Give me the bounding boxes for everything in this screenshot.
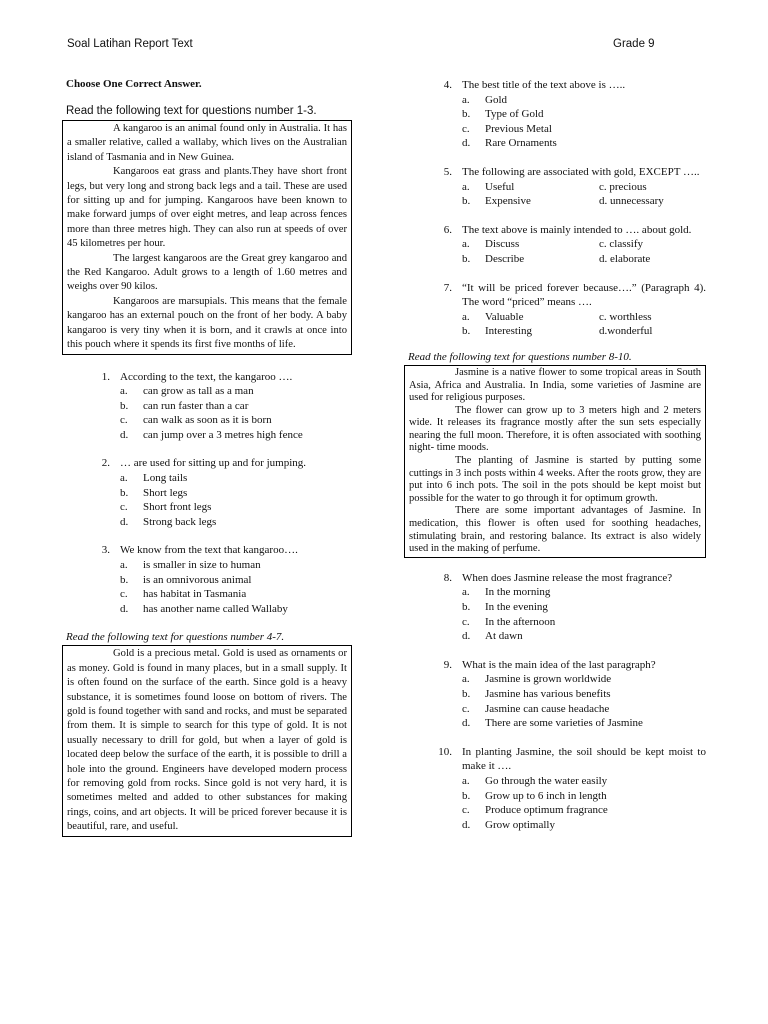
option-letter: d.	[462, 137, 471, 150]
option-letter: b.	[462, 789, 471, 802]
options-list	[120, 471, 352, 529]
option-letter: d.	[120, 428, 129, 441]
option-item[interactable]	[462, 136, 706, 151]
header-title: Soal Latihan Report Text	[67, 38, 193, 50]
option-letter: a.	[120, 559, 128, 572]
option-text: can jump over a 3 metres high fence	[143, 428, 303, 441]
option-letter: a.	[462, 673, 470, 686]
option-text: In the morning	[485, 586, 551, 599]
option-letter: a.	[120, 472, 128, 485]
option-item[interactable]	[462, 818, 706, 833]
option-item[interactable]	[599, 324, 706, 339]
option-text: Long tails	[143, 472, 188, 485]
option-item[interactable]	[599, 194, 706, 209]
question-list-3	[404, 571, 706, 833]
options-list	[120, 558, 352, 616]
option-letter: b.	[462, 601, 471, 613]
option-text: Useful	[485, 180, 515, 193]
question-text: We know from the text that kangaroo….	[120, 544, 298, 557]
option-letter: a.	[462, 774, 470, 787]
question-number: 9.	[443, 658, 452, 671]
option-item[interactable]	[462, 789, 706, 804]
option-text: Go through the water easily	[485, 774, 608, 787]
option-text: Short legs	[143, 486, 188, 499]
question-text: The following are associated with gold, EXCEPT …..	[462, 165, 700, 178]
option-text: Describe	[485, 252, 525, 265]
option-text: Discuss	[485, 238, 520, 251]
option-item[interactable]	[120, 500, 352, 515]
option-letter: a.	[462, 586, 470, 599]
option-item[interactable]	[462, 803, 706, 818]
question-item	[404, 745, 706, 833]
option-item[interactable]	[462, 122, 706, 137]
option-letter: b.	[462, 252, 471, 265]
option-letter: b.	[120, 486, 129, 499]
option-item[interactable]	[120, 399, 352, 414]
option-letter: c.	[462, 702, 470, 715]
question-text: In planting Jasmine, the soil should be kept moist to make it ….	[462, 745, 706, 773]
question-list-2	[404, 78, 706, 339]
option-text: can walk as soon as it is born	[143, 414, 272, 427]
options-list	[462, 93, 706, 151]
question-number: 10.	[438, 745, 452, 758]
option-text: d. elaborate	[599, 252, 651, 265]
option-text: c. classify	[599, 238, 643, 251]
option-letter: b.	[120, 399, 129, 412]
question-number: 3.	[101, 544, 110, 557]
right-column	[404, 78, 706, 832]
option-item[interactable]	[462, 774, 706, 789]
option-letter: c.	[120, 414, 128, 427]
question-item	[404, 165, 706, 209]
question-text: “It will be priced forever because….” (Paragraph 4). The word “priced” means ….	[462, 281, 706, 309]
question-item	[404, 281, 706, 339]
option-letter: a.	[120, 385, 128, 398]
option-text: Jasmine can cause headache	[485, 702, 610, 715]
options-list	[462, 774, 706, 832]
instruction: Choose One Correct Answer.	[66, 78, 202, 90]
option-item[interactable]	[120, 428, 352, 443]
option-text: Grow up to 6 inch in length	[485, 789, 607, 802]
option-item[interactable]	[462, 194, 599, 209]
passage-paragraph: The largest kangaroos are the Great grey kangaroo and the Red Kangaroo. Adult grows to a length of 1.60 metres and weighs over 90 kilos.	[67, 252, 347, 293]
option-text: Short front legs	[143, 501, 212, 514]
option-letter: d.	[462, 630, 471, 643]
passage-paragraph: Jasmine is a native flower to some tropical areas in South Asia, Africa and Australia. In India, some varieties of Jasmine are used for religious purposes.	[409, 366, 701, 404]
question-text: According to the text, the kangaroo ….	[120, 370, 293, 383]
option-letter: a.	[462, 180, 470, 193]
option-text: can grow as tall as a man	[143, 385, 254, 398]
option-text: has another name called Wallaby	[143, 602, 288, 615]
header-grade: Grade 9	[613, 38, 655, 50]
left-column	[62, 78, 352, 837]
options-list	[462, 585, 706, 643]
options-list	[462, 237, 706, 266]
passage-paragraph: The planting of Jasmine is started by putting some cuttings in 3 inch posts within 4 weeks. After the roots grow, they are put into 6 inch pots. The soil in the pots should be kept moist but possible for the water to go through it for optimum growth.	[409, 455, 701, 504]
passage1-intro: Read the following text for questions number 1-3.	[66, 105, 317, 117]
option-item[interactable]	[462, 702, 706, 717]
option-letter: a.	[462, 238, 470, 251]
option-item[interactable]	[120, 587, 352, 602]
question-text: When does Jasmine release the most fragrance?	[462, 571, 673, 584]
passage-paragraph: Kangaroos are marsupials. This means that the female kangaroo has an external pouch on the front of her body. A baby kangaroo is very tiny when it is born, and it crawls at once into this pouch where it spends its first five months of life.	[67, 295, 347, 351]
options-list	[462, 672, 706, 730]
option-item[interactable]	[462, 180, 599, 195]
option-letter: c.	[462, 122, 470, 135]
option-letter: a.	[462, 93, 470, 106]
option-item[interactable]	[462, 585, 706, 600]
question-item	[404, 658, 706, 731]
option-text: Expensive	[485, 195, 531, 208]
options-list	[120, 384, 352, 442]
question-text: … are used for sitting up and for jumping.	[120, 457, 307, 470]
option-text: In the afternoon	[485, 615, 556, 628]
option-text: c. worthless	[599, 310, 652, 323]
passage-paragraph: Kangaroos eat grass and plants.They have short front legs, but very long and strong back legs and a tail. These are used for sitting up and for jumping. Kangaroos have been known to make forward jumps of over eight metres, and leap across fences more than three metres high. They can also run at speeds of over 45 kilometres per hour.	[67, 166, 347, 250]
option-item[interactable]	[120, 413, 352, 428]
option-item[interactable]	[462, 237, 599, 252]
question-item	[62, 370, 352, 443]
question-item	[404, 223, 706, 267]
option-item[interactable]	[120, 515, 352, 530]
option-item[interactable]	[462, 687, 706, 702]
option-item[interactable]	[462, 93, 706, 108]
question-text: The text above is mainly intended to …. about gold.	[462, 223, 692, 236]
option-text: c. precious	[599, 180, 647, 193]
option-letter: c.	[462, 615, 470, 628]
option-item[interactable]	[462, 672, 706, 687]
option-item[interactable]	[462, 310, 599, 325]
question-number: 5.	[443, 165, 452, 178]
option-item[interactable]	[462, 600, 706, 615]
option-text: Strong back legs	[143, 515, 217, 528]
question-list-1	[62, 370, 352, 617]
option-text: Rare Ornaments	[485, 137, 557, 150]
option-item[interactable]	[462, 629, 706, 644]
question-number: 2.	[101, 457, 110, 470]
option-text: Produce optimum fragrance	[485, 804, 608, 817]
option-letter: d.	[462, 717, 471, 730]
question-text: What is the main idea of the last paragraph?	[462, 658, 656, 671]
option-text: Gold	[485, 93, 507, 106]
option-letter: c.	[462, 804, 470, 817]
option-item[interactable]	[599, 237, 706, 252]
option-letter: b.	[120, 573, 129, 586]
option-text: In the evening	[485, 601, 548, 613]
option-text: can run faster than a car	[143, 399, 249, 412]
question-number: 7.	[443, 281, 452, 294]
option-item[interactable]	[120, 573, 352, 588]
option-letter: b.	[462, 325, 471, 338]
option-text: Grow optimally	[485, 818, 555, 831]
option-item[interactable]	[120, 471, 352, 486]
passage-paragraph: A kangaroo is an animal found only in Australia. It has a smaller relative, called a wallaby, which lives on the Australian island of Tasmania and in New Guinea.	[67, 123, 347, 163]
question-item	[404, 78, 706, 151]
option-item[interactable]	[462, 252, 599, 267]
option-text: d. unnecessary	[599, 195, 664, 208]
option-item[interactable]	[462, 716, 706, 731]
option-text: Valuable	[485, 310, 524, 323]
option-letter: b.	[462, 108, 471, 121]
option-text: Interesting	[485, 325, 533, 338]
option-text: There are some varieties of Jasmine	[485, 717, 643, 730]
passage3-box	[404, 365, 706, 558]
option-letter: c.	[120, 501, 128, 514]
question-item	[62, 456, 352, 529]
option-text: At dawn	[485, 630, 523, 643]
option-text: d.wonderful	[599, 325, 653, 338]
option-item[interactable]	[120, 384, 352, 399]
option-letter: d.	[120, 515, 129, 528]
option-item[interactable]	[120, 602, 352, 617]
option-item[interactable]	[120, 486, 352, 501]
options-list	[462, 310, 706, 339]
option-text: Jasmine has various benefits	[485, 687, 611, 700]
option-letter: c.	[120, 588, 128, 601]
passage-paragraph: There are some important advantages of Jasmine. In medication, this flower is often used for soothing headaches, stimulating brain, and restoring balance. Its extract is also widely used in the making of perfume.	[409, 505, 701, 555]
question-item	[404, 571, 706, 644]
option-item[interactable]	[120, 558, 352, 573]
option-text: is an omnivorous animal	[143, 573, 252, 586]
question-item	[62, 543, 352, 616]
options-list	[462, 180, 706, 209]
question-number: 4.	[443, 79, 452, 91]
option-item[interactable]	[462, 615, 706, 630]
option-item[interactable]	[462, 324, 599, 339]
option-text: Previous Metal	[485, 122, 552, 135]
question-number: 8.	[443, 571, 452, 584]
option-letter: d.	[462, 818, 471, 831]
option-letter: d.	[120, 602, 129, 615]
option-item[interactable]	[599, 252, 706, 267]
option-letter: b.	[462, 195, 471, 208]
option-letter: a.	[462, 310, 470, 323]
question-text: The best title of the text above is …..	[462, 79, 626, 91]
option-text: Jasmine is grown worldwide	[485, 673, 612, 686]
option-text: has habitat in Tasmania	[143, 588, 247, 601]
passage2-box	[62, 645, 352, 836]
question-number: 1.	[101, 370, 110, 383]
passage2-intro: Read the following text for questions number 4-7.	[66, 631, 285, 644]
question-number: 6.	[443, 223, 452, 236]
passage3-intro: Read the following text for questions number 8-10.	[408, 350, 632, 363]
passage-paragraph: The flower can grow up to 3 meters high and 2 meters wide. It releases its fragrance mostly after the sun sets especially nearing the full moon. Therefore, it is often associated with soothing night- time moods.	[409, 404, 701, 454]
option-text: is smaller in size to human	[143, 559, 261, 572]
option-item[interactable]	[599, 310, 706, 325]
passage1-box	[62, 120, 352, 355]
option-item[interactable]	[599, 180, 706, 195]
option-text: Type of Gold	[485, 108, 544, 121]
option-letter: b.	[462, 687, 471, 700]
passage-paragraph: Gold is a precious metal. Gold is used as ornaments or as money. Gold is found in many places, but in a small supply. It is often found on the surface of the earth. Since gold is a heavy substance, it is sometimes found loose on bottom of rivers. The gold is found together with sand and rocks, and must be separated from them. It is simple to search for this type of gold. It is not usually necessary to drill for gold, but when a layer of gold is located deep below the surface of the earth, it is possible to drill a hole into the ground. Engineers have developed modern process for removing gold from rocks. Since gold is not very hard, it is sometimes melted and added to other substances for making rings, coins, and art objects. It will be priced forever because it is beautiful, rare, and useful.	[67, 648, 347, 833]
option-item[interactable]	[462, 107, 706, 122]
